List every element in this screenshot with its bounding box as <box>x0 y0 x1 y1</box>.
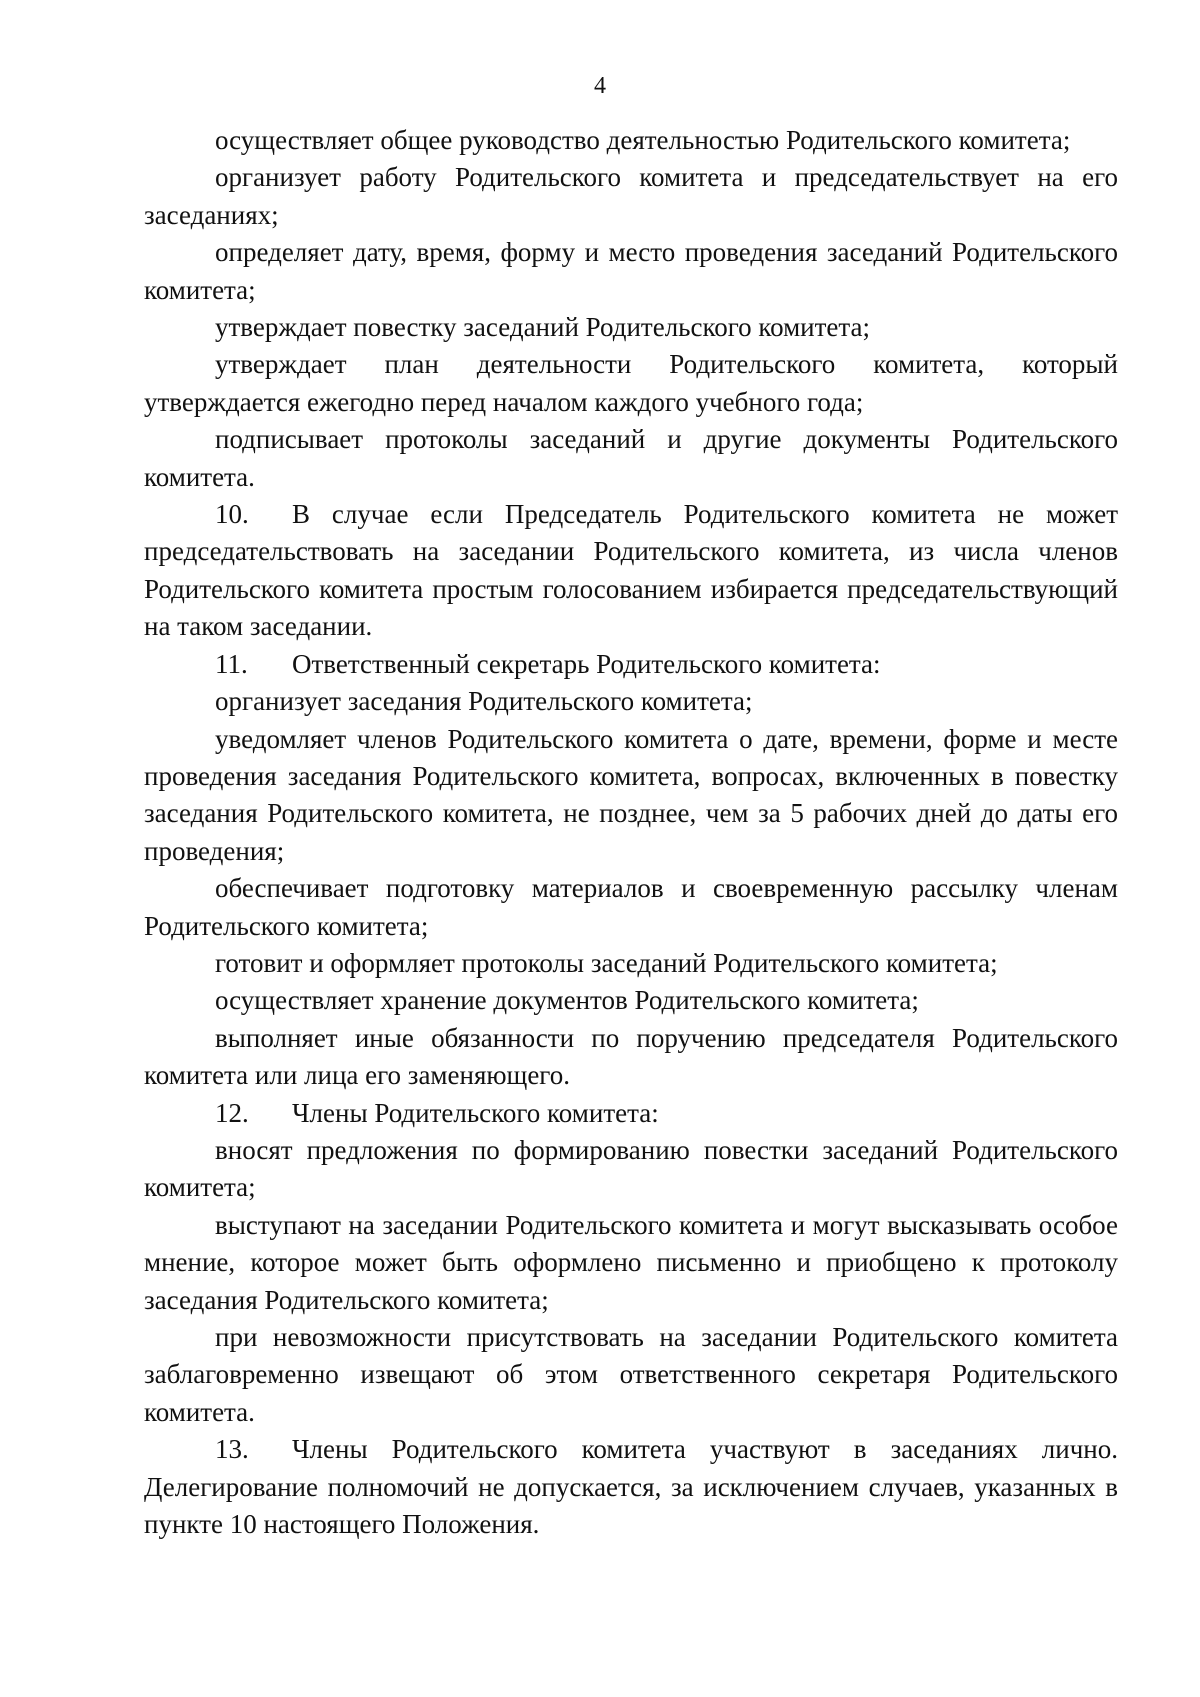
paragraph <box>144 346 1118 421</box>
paragraph-text: уведомляет членов Родительского комитета о дате, времени, форме и месте проведения заседания Родительского комитета, вопросах, включенных в повестку заседания Родительского комитета, не позднее, чем за 5 рабочих дней до даты его проведения; <box>144 723 1118 866</box>
numbered-clause-13 <box>144 1431 1118 1543</box>
paragraph-text: готовит и оформляет протоколы заседаний Родительского комитета; <box>215 947 998 978</box>
paragraph-text: выполняет иные обязанности по поручению председателя Родительского комитета или лица его заменяющего. <box>144 1022 1118 1091</box>
numbered-clause-11 <box>144 646 1118 683</box>
paragraph-text: определяет дату, время, форму и место проведения заседаний Родительского комитета; <box>144 237 1118 305</box>
paragraph-text: утверждает план деятельности Родительского комитета, который утверждается ежегодно перед началом каждого учебного года; <box>144 349 1118 417</box>
paragraph <box>144 1020 1118 1095</box>
paragraph <box>144 159 1118 234</box>
clause-number: 12. <box>215 1097 249 1128</box>
paragraph <box>144 945 1118 982</box>
document-body <box>144 122 1118 1543</box>
clause-number: 11. <box>215 648 248 679</box>
paragraph-text: вносят предложения по формированию повестки заседаний Родительского комитета; <box>144 1134 1118 1203</box>
paragraph-text: осуществляет общее руководство деятельностью Родительского комитета; <box>215 125 1071 155</box>
paragraph-text: осуществляет хранение документов Родительского комитета; <box>215 985 919 1016</box>
paragraph-text: Ответственный секретарь Родительского комитета: <box>292 648 881 679</box>
paragraph <box>144 234 1118 309</box>
paragraph-text: выступают на заседании Родительского комитета и могут высказывать особое мнение, которое может быть оформлено письменно и приобщено к протоколу заседания Родительского комитета; <box>144 1209 1118 1315</box>
paragraph-text: подписывает протоколы заседаний и другие документы Родительского комитета. <box>144 424 1118 492</box>
paragraph-text: организует заседания Родительского комитета; <box>215 686 753 717</box>
paragraph <box>144 1132 1118 1207</box>
paragraph-text: утверждает повестку заседаний Родительского комитета; <box>215 312 871 343</box>
clause-number: 10. <box>215 499 249 530</box>
clause-number: 13. <box>215 1434 249 1465</box>
numbered-clause-12 <box>144 1095 1118 1132</box>
numbered-clause-10 <box>144 496 1118 646</box>
paragraph <box>144 309 1118 346</box>
paragraph-text: при невозможности присутствовать на заседании Родительского комитета заблаговременно извещают об этом ответственного секретаря Родительского комитета. <box>144 1322 1118 1427</box>
paragraph <box>144 1207 1118 1319</box>
paragraph <box>144 870 1118 945</box>
paragraph <box>144 1319 1118 1431</box>
page-number: 4 <box>594 73 606 99</box>
paragraph <box>144 683 1118 720</box>
paragraph <box>144 982 1118 1019</box>
paragraph <box>144 721 1118 871</box>
paragraph <box>144 421 1118 496</box>
paragraph-text: Члены Родительского комитета участвуют в заседаниях лично. Делегирование полномочий не допускается, за исключением случаев, указанных в пункте 10 настоящего Положения. <box>144 1434 1118 1540</box>
paragraph <box>144 122 1118 159</box>
paragraph-text: организует работу Родительского комитета и председательствует на его заседаниях; <box>144 162 1118 230</box>
paragraph-text: В случае если Председатель Родительского комитета не может председательствовать на заседании Родительского комитета, из числа членов Родительского комитета простым голосованием избирается председательствующий на таком заседании. <box>144 499 1118 642</box>
paragraph-text: обеспечивает подготовку материалов и своевременную рассылку членам Родительского комитета; <box>144 873 1118 941</box>
paragraph-text: Члены Родительского комитета: <box>292 1097 659 1128</box>
